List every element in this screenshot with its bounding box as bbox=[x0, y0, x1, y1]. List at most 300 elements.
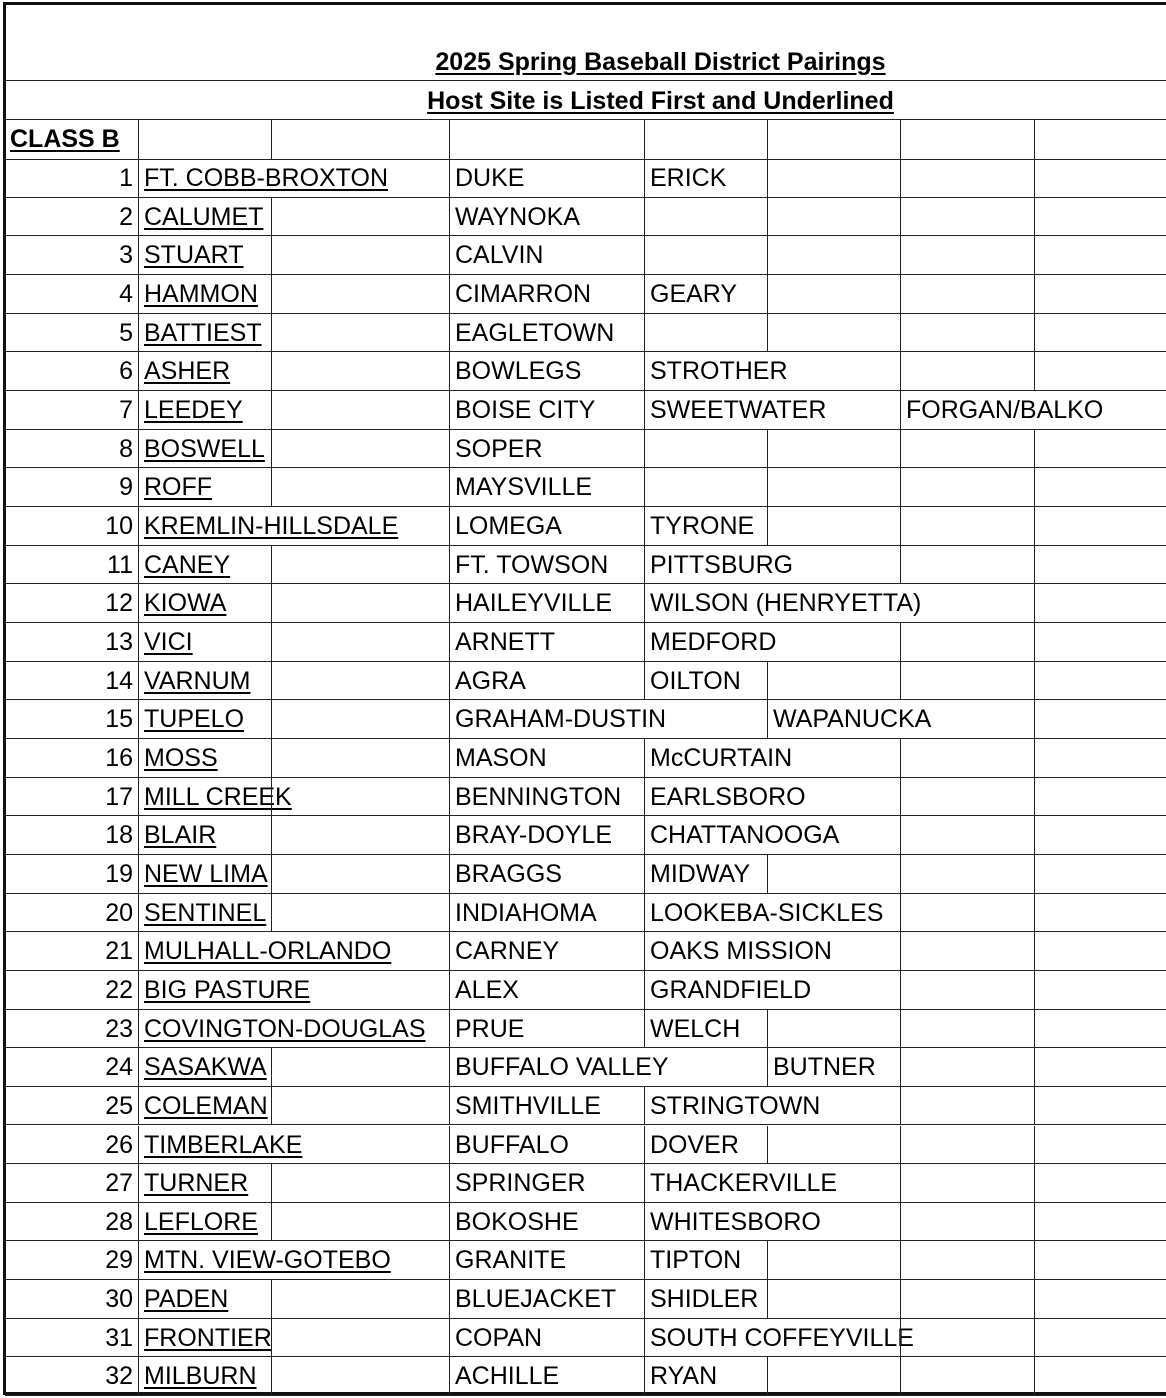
empty-cell[interactable] bbox=[1034, 236, 1166, 274]
host-site[interactable] bbox=[138, 700, 271, 738]
team-cell[interactable] bbox=[449, 700, 767, 738]
district-row bbox=[5, 932, 1166, 971]
host-site-text: COVINGTON-DOUGLAS bbox=[144, 1014, 426, 1043]
empty-cell[interactable] bbox=[1034, 1048, 1166, 1086]
team-cell[interactable] bbox=[644, 1087, 900, 1125]
team-cell[interactable] bbox=[767, 700, 1034, 738]
empty-cell[interactable] bbox=[271, 546, 449, 584]
district-number-text: 3 bbox=[119, 241, 133, 270]
empty-cell[interactable] bbox=[1034, 1203, 1166, 1241]
empty-cell[interactable] bbox=[271, 198, 449, 236]
district-number[interactable] bbox=[5, 391, 138, 429]
team-cell[interactable] bbox=[644, 894, 900, 932]
empty-cell[interactable] bbox=[1034, 430, 1166, 468]
team-cell[interactable] bbox=[449, 236, 644, 274]
district-number-text: 7 bbox=[119, 395, 133, 424]
empty-cell[interactable] bbox=[271, 314, 449, 352]
empty-cell[interactable] bbox=[271, 1357, 449, 1395]
empty-cell[interactable] bbox=[900, 816, 1034, 854]
empty-cell[interactable] bbox=[1034, 1010, 1166, 1048]
host-site[interactable] bbox=[138, 1010, 449, 1048]
team-cell[interactable] bbox=[449, 932, 644, 970]
host-site-text: VICI bbox=[144, 627, 193, 656]
empty-cell[interactable] bbox=[767, 198, 900, 236]
class-header-row bbox=[5, 120, 1166, 160]
team-cell-text: SOUTH COFFEYVILLE bbox=[650, 1323, 914, 1352]
team-cell[interactable] bbox=[449, 855, 644, 893]
empty-cell[interactable] bbox=[1034, 1319, 1166, 1357]
empty-cell[interactable] bbox=[767, 314, 900, 352]
team-cell[interactable] bbox=[644, 816, 900, 854]
district-number-text: 18 bbox=[105, 821, 133, 850]
district-number[interactable] bbox=[5, 1241, 138, 1279]
empty-cell[interactable] bbox=[900, 1280, 1034, 1318]
empty-cell[interactable] bbox=[1034, 855, 1166, 893]
empty-cell[interactable] bbox=[900, 1126, 1034, 1164]
district-number[interactable] bbox=[5, 468, 138, 506]
empty-cell[interactable] bbox=[900, 1164, 1034, 1202]
district-row bbox=[5, 1319, 1166, 1358]
class-label[interactable] bbox=[5, 120, 138, 159]
empty-cell[interactable] bbox=[644, 198, 767, 236]
empty-cell[interactable] bbox=[767, 430, 900, 468]
empty-cell[interactable] bbox=[1034, 623, 1166, 661]
district-row bbox=[5, 468, 1166, 507]
team-cell[interactable] bbox=[449, 352, 644, 390]
district-number[interactable] bbox=[5, 855, 138, 893]
team-cell[interactable] bbox=[449, 546, 644, 584]
district-number[interactable] bbox=[5, 507, 138, 545]
host-site[interactable] bbox=[138, 468, 271, 506]
district-number[interactable] bbox=[5, 1319, 138, 1357]
empty-cell[interactable] bbox=[1034, 700, 1166, 738]
team-cell[interactable] bbox=[644, 275, 767, 313]
district-number[interactable] bbox=[5, 1357, 138, 1395]
host-site[interactable] bbox=[138, 1241, 449, 1279]
empty-cell[interactable] bbox=[900, 275, 1034, 313]
district-number-text: 1 bbox=[119, 164, 133, 192]
empty-cell[interactable] bbox=[271, 1280, 449, 1318]
empty-cell[interactable] bbox=[900, 1048, 1034, 1086]
host-site[interactable] bbox=[138, 391, 271, 429]
team-cell[interactable] bbox=[644, 662, 767, 700]
empty-cell[interactable] bbox=[1034, 894, 1166, 932]
team-cell[interactable] bbox=[449, 1087, 644, 1125]
district-number[interactable] bbox=[5, 198, 138, 236]
empty-cell[interactable] bbox=[271, 662, 449, 700]
empty-cell[interactable] bbox=[767, 1241, 900, 1279]
empty-cell[interactable] bbox=[271, 430, 449, 468]
host-site[interactable] bbox=[138, 1203, 271, 1241]
team-cell[interactable] bbox=[449, 314, 644, 352]
host-site[interactable] bbox=[138, 546, 271, 584]
district-number[interactable] bbox=[5, 1087, 138, 1125]
host-site[interactable] bbox=[138, 778, 292, 816]
empty-cell[interactable] bbox=[271, 1087, 449, 1125]
team-cell[interactable] bbox=[449, 894, 644, 932]
empty-cell[interactable] bbox=[1034, 546, 1166, 584]
empty-cell[interactable] bbox=[900, 1319, 1034, 1357]
team-cell[interactable] bbox=[449, 1280, 644, 1318]
team-cell-text: RYAN bbox=[650, 1362, 718, 1391]
team-cell-text: MIDWAY bbox=[650, 859, 750, 888]
empty-cell[interactable] bbox=[1034, 1280, 1166, 1318]
empty-cell[interactable] bbox=[271, 778, 449, 816]
host-site[interactable] bbox=[138, 739, 271, 777]
team-cell[interactable] bbox=[644, 1010, 767, 1048]
empty-cell[interactable] bbox=[1034, 1357, 1166, 1395]
team-cell[interactable] bbox=[644, 1319, 914, 1357]
host-site[interactable] bbox=[138, 855, 271, 893]
team-cell[interactable] bbox=[449, 1164, 644, 1202]
district-number-text: 15 bbox=[105, 705, 133, 734]
team-cell[interactable] bbox=[644, 507, 767, 545]
team-cell[interactable] bbox=[449, 1241, 644, 1279]
team-cell[interactable] bbox=[449, 275, 644, 313]
empty-cell[interactable] bbox=[900, 120, 1034, 159]
empty-cell[interactable] bbox=[900, 430, 1034, 468]
empty-cell[interactable] bbox=[767, 1126, 900, 1164]
host-site[interactable] bbox=[138, 1087, 271, 1125]
team-cell[interactable] bbox=[644, 159, 767, 197]
host-site[interactable] bbox=[138, 1319, 271, 1357]
team-cell-text: WELCH bbox=[650, 1014, 741, 1043]
district-number[interactable] bbox=[5, 1203, 138, 1241]
team-cell[interactable] bbox=[644, 391, 900, 429]
district-number[interactable] bbox=[5, 546, 138, 584]
empty-cell[interactable] bbox=[767, 120, 900, 159]
host-site-text: CANEY bbox=[144, 550, 231, 579]
team-cell[interactable] bbox=[644, 623, 900, 661]
empty-cell[interactable] bbox=[1034, 739, 1166, 777]
district-row bbox=[5, 275, 1166, 314]
district-number[interactable] bbox=[5, 352, 138, 390]
host-site-text: VARNUM bbox=[144, 666, 251, 695]
district-number[interactable] bbox=[5, 1280, 138, 1318]
host-site-text: HAMMON bbox=[144, 279, 258, 308]
district-number-text: 31 bbox=[105, 1323, 133, 1352]
empty-cell[interactable] bbox=[1034, 120, 1166, 159]
empty-cell[interactable] bbox=[271, 700, 449, 738]
empty-cell[interactable] bbox=[1034, 198, 1166, 236]
district-row bbox=[5, 971, 1166, 1010]
team-cell-text: MAYSVILLE bbox=[455, 473, 593, 502]
host-site-text: STUART bbox=[144, 241, 244, 270]
empty-cell[interactable] bbox=[900, 159, 1034, 197]
empty-cell[interactable] bbox=[1034, 275, 1166, 313]
team-cell-text: WAYNOKA bbox=[455, 202, 581, 231]
team-cell[interactable] bbox=[449, 1203, 644, 1241]
district-number[interactable] bbox=[5, 816, 138, 854]
district-number-text: 4 bbox=[119, 279, 133, 308]
team-cell[interactable] bbox=[449, 507, 644, 545]
district-number-text: 25 bbox=[105, 1091, 133, 1120]
team-cell-text: GRANITE bbox=[455, 1246, 567, 1275]
district-number[interactable] bbox=[5, 932, 138, 970]
empty-cell[interactable] bbox=[271, 894, 449, 932]
host-site[interactable] bbox=[138, 1048, 271, 1086]
empty-cell[interactable] bbox=[767, 159, 900, 197]
team-cell[interactable] bbox=[644, 352, 900, 390]
team-cell[interactable] bbox=[644, 1357, 767, 1395]
empty-cell[interactable] bbox=[1034, 971, 1166, 1009]
host-site[interactable] bbox=[138, 816, 271, 854]
empty-cell[interactable] bbox=[900, 1087, 1034, 1125]
district-number-text: 23 bbox=[105, 1014, 133, 1043]
empty-cell[interactable] bbox=[1034, 468, 1166, 506]
team-cell-text: BOKOSHE bbox=[455, 1207, 579, 1236]
team-cell[interactable] bbox=[900, 391, 1166, 429]
empty-cell[interactable] bbox=[271, 1048, 449, 1086]
team-cell-text: OILTON bbox=[650, 666, 741, 695]
host-site[interactable] bbox=[138, 1357, 271, 1395]
empty-cell[interactable] bbox=[900, 198, 1034, 236]
host-site[interactable] bbox=[138, 894, 271, 932]
team-cell[interactable] bbox=[767, 1048, 900, 1086]
team-cell[interactable] bbox=[449, 971, 644, 1009]
team-cell[interactable] bbox=[449, 468, 644, 506]
host-site[interactable] bbox=[138, 198, 271, 236]
empty-cell[interactable] bbox=[644, 120, 767, 159]
district-number[interactable] bbox=[5, 1164, 138, 1202]
empty-cell[interactable] bbox=[1034, 352, 1166, 390]
district-number[interactable] bbox=[5, 314, 138, 352]
team-cell[interactable] bbox=[449, 1126, 644, 1164]
team-cell-text: ERICK bbox=[650, 164, 727, 192]
host-site[interactable] bbox=[138, 932, 449, 970]
host-site[interactable] bbox=[138, 623, 271, 661]
team-cell-text: FORGAN/BALKO bbox=[906, 395, 1104, 424]
district-number-text: 26 bbox=[105, 1130, 133, 1159]
empty-cell[interactable] bbox=[449, 120, 644, 159]
district-number[interactable] bbox=[5, 275, 138, 313]
empty-cell[interactable] bbox=[900, 1203, 1034, 1241]
district-number[interactable] bbox=[5, 894, 138, 932]
empty-cell[interactable] bbox=[271, 352, 449, 390]
team-cell[interactable] bbox=[644, 1164, 900, 1202]
empty-cell[interactable] bbox=[900, 662, 1034, 700]
empty-cell[interactable] bbox=[1034, 1087, 1166, 1125]
host-site-text: BIG PASTURE bbox=[144, 975, 311, 1004]
empty-cell[interactable] bbox=[1034, 778, 1166, 816]
team-cell-text: WAPANUCKA bbox=[773, 705, 932, 734]
class-label-text: CLASS B bbox=[10, 125, 120, 153]
district-number[interactable] bbox=[5, 236, 138, 274]
empty-cell[interactable] bbox=[767, 855, 900, 893]
host-site[interactable] bbox=[138, 662, 271, 700]
district-number-text: 16 bbox=[105, 743, 133, 772]
team-cell[interactable] bbox=[449, 623, 644, 661]
district-number[interactable] bbox=[5, 971, 138, 1009]
empty-cell[interactable] bbox=[271, 1164, 449, 1202]
empty-cell[interactable] bbox=[1034, 584, 1166, 622]
district-number[interactable] bbox=[5, 1010, 138, 1048]
district-number-text: 30 bbox=[105, 1285, 133, 1314]
empty-cell[interactable] bbox=[767, 236, 900, 274]
empty-cell[interactable] bbox=[271, 236, 449, 274]
host-site[interactable] bbox=[138, 1280, 271, 1318]
empty-cell[interactable] bbox=[271, 468, 449, 506]
empty-cell[interactable] bbox=[900, 778, 1034, 816]
district-number-text: 12 bbox=[105, 589, 133, 618]
team-cell[interactable] bbox=[449, 816, 644, 854]
team-cell-text: McCURTAIN bbox=[650, 743, 793, 772]
district-number-text: 11 bbox=[107, 550, 133, 579]
team-cell[interactable] bbox=[644, 932, 900, 970]
empty-cell[interactable] bbox=[271, 1203, 449, 1241]
empty-cell[interactable] bbox=[644, 468, 767, 506]
team-cell[interactable] bbox=[644, 739, 900, 777]
team-cell[interactable] bbox=[644, 971, 900, 1009]
empty-cell[interactable] bbox=[271, 120, 449, 159]
empty-cell[interactable] bbox=[1034, 816, 1166, 854]
empty-cell[interactable] bbox=[1034, 159, 1166, 197]
team-cell-text: ARNETT bbox=[455, 627, 555, 656]
empty-cell[interactable] bbox=[900, 855, 1034, 893]
empty-cell[interactable] bbox=[767, 1280, 900, 1318]
empty-cell[interactable] bbox=[900, 1241, 1034, 1279]
empty-cell[interactable] bbox=[767, 275, 900, 313]
empty-cell[interactable] bbox=[767, 507, 900, 545]
empty-cell[interactable] bbox=[900, 314, 1034, 352]
host-site[interactable] bbox=[138, 1164, 271, 1202]
empty-cell[interactable] bbox=[900, 623, 1034, 661]
empty-cell[interactable] bbox=[900, 352, 1034, 390]
empty-cell[interactable] bbox=[767, 1010, 900, 1048]
district-number[interactable] bbox=[5, 662, 138, 700]
host-site[interactable] bbox=[138, 314, 271, 352]
team-cell-text: STROTHER bbox=[650, 357, 788, 386]
team-cell[interactable] bbox=[449, 1319, 644, 1357]
team-cell[interactable] bbox=[449, 391, 644, 429]
empty-cell[interactable] bbox=[644, 236, 767, 274]
empty-cell[interactable] bbox=[900, 546, 1034, 584]
district-row bbox=[5, 236, 1166, 275]
team-cell[interactable] bbox=[449, 1048, 767, 1086]
team-cell[interactable] bbox=[644, 855, 767, 893]
empty-cell[interactable] bbox=[271, 584, 449, 622]
host-site[interactable] bbox=[138, 1126, 449, 1164]
empty-cell[interactable] bbox=[1034, 314, 1166, 352]
team-cell-text: COPAN bbox=[455, 1323, 543, 1352]
team-cell[interactable] bbox=[644, 778, 900, 816]
page-subtitle bbox=[5, 82, 1166, 120]
empty-cell[interactable] bbox=[900, 739, 1034, 777]
empty-cell[interactable] bbox=[767, 468, 900, 506]
empty-cell[interactable] bbox=[900, 932, 1034, 970]
team-cell[interactable] bbox=[449, 778, 644, 816]
team-cell[interactable] bbox=[449, 1010, 644, 1048]
team-cell[interactable] bbox=[449, 1357, 644, 1395]
district-number[interactable] bbox=[5, 159, 138, 197]
empty-cell[interactable] bbox=[900, 236, 1034, 274]
empty-cell[interactable] bbox=[271, 816, 449, 854]
host-site-text: SENTINEL bbox=[144, 898, 267, 927]
empty-cell[interactable] bbox=[1034, 1126, 1166, 1164]
empty-cell[interactable] bbox=[271, 855, 449, 893]
host-site[interactable] bbox=[138, 507, 449, 545]
team-cell-text: EAGLETOWN bbox=[455, 318, 615, 347]
team-cell-text: TYRONE bbox=[650, 511, 755, 540]
district-number[interactable] bbox=[5, 739, 138, 777]
team-cell[interactable] bbox=[449, 430, 644, 468]
host-site[interactable] bbox=[138, 159, 449, 197]
empty-cell[interactable] bbox=[1034, 662, 1166, 700]
host-site[interactable] bbox=[138, 275, 271, 313]
empty-cell[interactable] bbox=[767, 1357, 900, 1395]
team-cell[interactable] bbox=[449, 662, 644, 700]
district-row bbox=[5, 816, 1166, 855]
team-cell-text: GRANDFIELD bbox=[650, 975, 812, 1004]
district-number[interactable] bbox=[5, 700, 138, 738]
team-cell[interactable] bbox=[449, 159, 644, 197]
district-row bbox=[5, 584, 1166, 623]
district-row bbox=[5, 1048, 1166, 1087]
team-cell[interactable] bbox=[644, 1241, 767, 1279]
district-number[interactable] bbox=[5, 623, 138, 661]
empty-cell[interactable] bbox=[271, 275, 449, 313]
district-number[interactable] bbox=[5, 1048, 138, 1086]
empty-cell[interactable] bbox=[1034, 507, 1166, 545]
host-site[interactable] bbox=[138, 971, 449, 1009]
team-cell[interactable] bbox=[644, 1280, 767, 1318]
district-row bbox=[5, 894, 1166, 933]
host-site-text: MTN. VIEW-GOTEBO bbox=[144, 1246, 391, 1275]
team-cell[interactable] bbox=[449, 584, 644, 622]
district-number[interactable] bbox=[5, 584, 138, 622]
team-cell[interactable] bbox=[644, 1203, 900, 1241]
district-number-text: 21 bbox=[105, 937, 133, 966]
team-cell-text: SOPER bbox=[455, 434, 543, 463]
empty-cell[interactable] bbox=[900, 1010, 1034, 1048]
district-number[interactable] bbox=[5, 430, 138, 468]
host-site-text: BLAIR bbox=[144, 821, 217, 850]
district-number-text: 22 bbox=[105, 975, 133, 1004]
district-number[interactable] bbox=[5, 778, 138, 816]
empty-cell[interactable] bbox=[900, 971, 1034, 1009]
team-cell[interactable] bbox=[449, 739, 644, 777]
empty-cell[interactable] bbox=[138, 120, 271, 159]
team-cell[interactable] bbox=[644, 546, 900, 584]
empty-cell[interactable] bbox=[900, 507, 1034, 545]
host-site[interactable] bbox=[138, 430, 271, 468]
empty-cell[interactable] bbox=[900, 894, 1034, 932]
host-site[interactable] bbox=[138, 352, 271, 390]
empty-cell[interactable] bbox=[644, 314, 767, 352]
district-number-text: 24 bbox=[105, 1053, 133, 1082]
host-site[interactable] bbox=[138, 236, 271, 274]
team-cell-text: BENNINGTON bbox=[455, 782, 622, 811]
team-cell-text: LOMEGA bbox=[455, 511, 562, 540]
empty-cell[interactable] bbox=[271, 623, 449, 661]
empty-cell[interactable] bbox=[900, 468, 1034, 506]
empty-cell[interactable] bbox=[1034, 932, 1166, 970]
district-number[interactable] bbox=[5, 1126, 138, 1164]
empty-cell[interactable] bbox=[767, 662, 900, 700]
team-cell[interactable] bbox=[644, 584, 1034, 622]
team-cell[interactable] bbox=[644, 1126, 767, 1164]
empty-cell[interactable] bbox=[900, 1357, 1034, 1395]
host-site[interactable] bbox=[138, 584, 271, 622]
empty-cell[interactable] bbox=[271, 391, 449, 429]
empty-cell[interactable] bbox=[644, 430, 767, 468]
empty-cell[interactable] bbox=[271, 739, 449, 777]
team-cell-text: BRAY-DOYLE bbox=[455, 821, 613, 850]
empty-cell[interactable] bbox=[1034, 1164, 1166, 1202]
empty-cell[interactable] bbox=[1034, 1241, 1166, 1279]
empty-cell[interactable] bbox=[271, 1319, 449, 1357]
team-cell[interactable] bbox=[449, 198, 644, 236]
